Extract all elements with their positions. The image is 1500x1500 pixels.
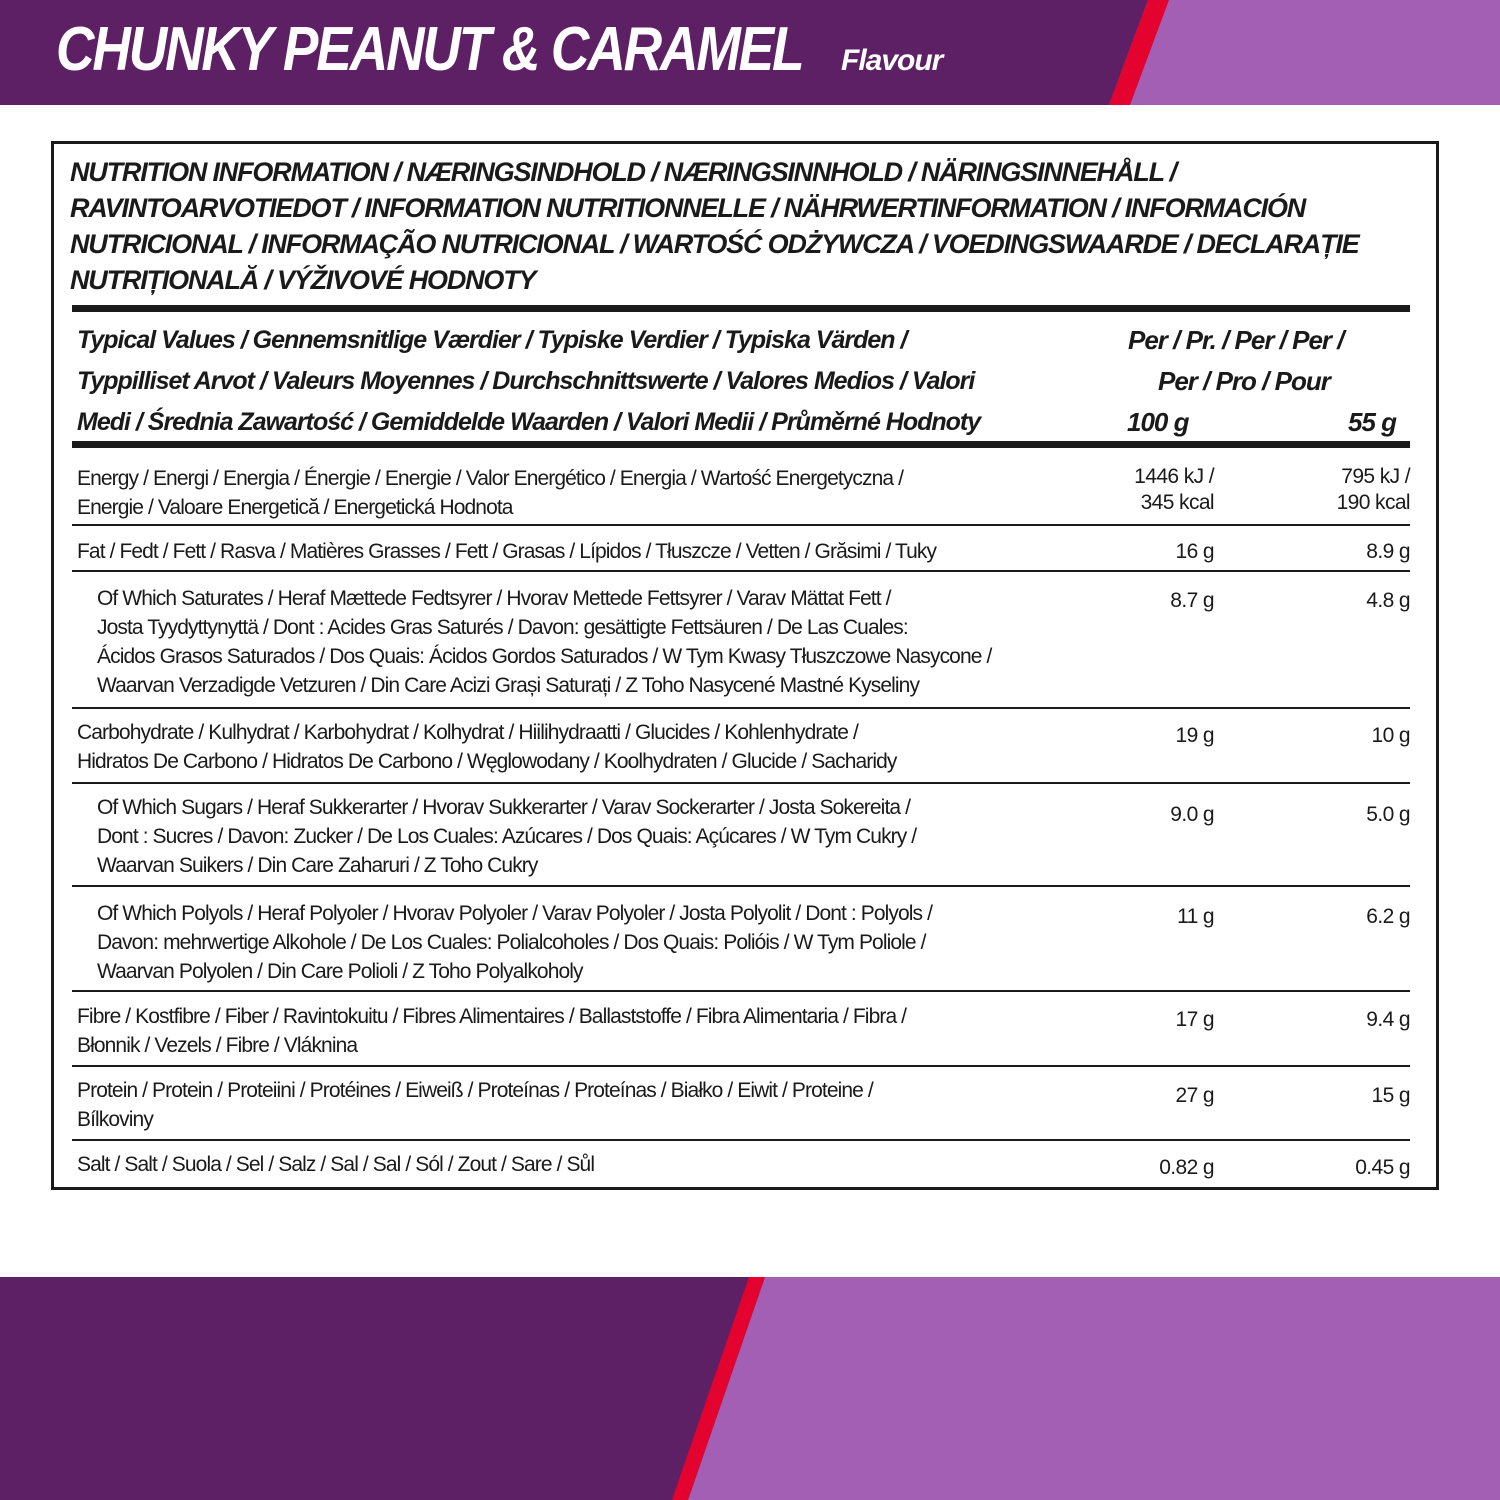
per-header-line2: Per / Pro / Pour [1158,366,1330,396]
product-title: CHUNKY PEANUT & CARAMEL [56,15,803,84]
row-label [77,464,903,522]
row-divider [72,707,1410,709]
value-line: 9.4 g [1366,1008,1410,1031]
nutrition-heading [70,154,1410,298]
value-per-55g [1372,1083,1410,1109]
value-per-100g [1176,1007,1214,1033]
row-label-line: Josta Tyydyttynyttä / Dont : Acides Gras Saturés / Davon: gesättigte Fettsäuren / De Las Cuales: [97,616,908,639]
heading-divider [72,305,1410,312]
row-label-line: Salt / Salt / Suola / Sel / Salz / Sal / Sal / Sól / Zout / Sare / Sůl [77,1153,595,1176]
value-line: 4.8 g [1366,589,1410,612]
row-label-line: Carbohydrate / Kulhydrat / Karbohydrat / Kolhydrat / Hiilihydraatti / Glucides / Kohlenhydrate / [77,721,858,744]
value-line: 19 g [1175,724,1214,747]
row-label [77,1002,906,1060]
row-divider [72,782,1410,784]
value-per-55g [1366,904,1410,930]
column-header-55g: 55 g [1348,407,1397,437]
row-divider [72,570,1410,572]
row-label-line: Energie / Valoare Energetică / Energetická Hodnota [77,496,513,519]
row-label [77,1150,594,1179]
flavour-subtitle: Flavour [841,44,943,77]
row-divider [72,1139,1410,1141]
row-label-line: Fat / Fedt / Fett / Rasva / Matières Grasses / Fett / Grasas / Lípidos / Tłuszcze / Vetten / Grăsimi / Tuky [77,540,937,563]
per-header-line1: Per / Pr. / Per / Per / [1128,325,1344,355]
header-banner [0,0,1500,105]
row-label-line: Energy / Energi / Energia / Énergie / Energie / Valor Energético / Energia / Wartość Energetyczna / [77,467,904,490]
row-divider [72,524,1410,526]
typical-values-line: Typpilliset Arvot / Valeurs Moyennes / Durchschnittswerte / Valores Medios / Valori [77,367,975,395]
heading-line: NUTRITION INFORMATION / NÆRINGSINDHOLD / NÆRINGSINNHOLD / NÄRINGSINNEHÅLL / [70,157,1176,187]
value-line: 9.0 g [1170,803,1214,826]
heading-line: NUTRIȚIONALĂ / VÝŽIVOVÉ HODNOTY [70,265,536,295]
value-line: 10 g [1371,724,1410,747]
column-header-100g: 100 g [1127,407,1189,437]
value-per-100g [1177,904,1214,930]
row-label-line: Dont : Sucres / Davon: Zucker / De Los Cuales: Azúcares / Dos Quais: Açúcares / W Tym Cukry / [97,825,917,848]
row-divider [72,885,1410,887]
value-per-55g [1355,1155,1410,1181]
value-line: 16 g [1175,540,1214,563]
value-line: 17 g [1175,1008,1214,1031]
value-line: 8.7 g [1170,589,1214,612]
value-per-55g [1366,1007,1410,1033]
row-label [77,718,897,776]
value-per-55g [1372,723,1410,749]
value-per-100g [1176,539,1214,565]
row-label-line: Waarvan Suikers / Din Care Zaharuri / Z Toho Cukry [97,854,538,877]
row-label-line: Hidratos De Carbono / Hidratos De Carbono / Węglowodany / Koolhydraten / Glucide / Sacharidy [77,750,897,773]
row-label [97,584,991,700]
product-title-group [56,14,943,85]
row-divider [72,1065,1410,1067]
row-label-line: Błonnik / Vezels / Fibre / Vláknina [77,1034,358,1057]
typical-values-label [77,320,1117,443]
row-divider [72,990,1410,992]
footer-band [0,1277,1500,1500]
value-line: 190 kcal [1336,491,1410,514]
row-label-line: Of Which Sugars / Heraf Sukkerarter / Hvorav Sukkerarter / Varav Sockerarter / Josta Sokereita / [97,796,911,819]
value-per-100g [1176,723,1214,749]
typical-values-line: Medi / Średnia Zawartość / Gemiddelde Waarden / Valori Medii / Průměrné Hodnoty [77,408,981,436]
nutrition-panel [51,141,1439,1190]
value-line: 0.45 g [1355,1156,1410,1179]
value-line: 11 g [1177,905,1214,928]
row-label [77,1076,873,1134]
row-label-line: Ácidos Grasos Saturados / Dos Quais: Ácidos Gordos Saturados / W Tym Kwasy Tłuszczowe Nasycone / [97,645,992,668]
row-label-line: Of Which Polyols / Heraf Polyoler / Hvorav Polyoler / Varav Polyoler / Josta Polyolit / Dont : Polyols / [97,902,933,925]
value-line: 6.2 g [1366,905,1410,928]
value-line: 27 g [1175,1084,1214,1107]
row-label-line: Of Which Saturates / Heraf Mættede Fedtsyrer / Hvorav Mettede Fettsyrer / Varav Mättat Fett / [97,587,891,610]
value-line: 1446 kJ / [1134,465,1214,488]
value-line: 0.82 g [1159,1156,1214,1179]
row-label-line: Davon: mehrwertige Alkohole / De Los Cuales: Polialcoholes / Dos Quais: Polióis / W Tym Poliole / [97,931,926,954]
value-per-100g [1159,1155,1214,1181]
row-label-line: Bílkoviny [77,1108,153,1131]
value-line: 5.0 g [1366,803,1410,826]
value-per-100g [1134,464,1214,516]
footer-background [0,1277,1500,1500]
value-per-55g [1366,802,1410,828]
value-per-55g [1366,588,1410,614]
row-label-line: Fibre / Kostfibre / Fiber / Ravintokuitu / Fibres Alimentaires / Ballaststoffe / Fibra Alimentaria / Fibra / [77,1005,907,1028]
value-per-100g [1170,588,1214,614]
value-line: 345 kcal [1140,491,1214,514]
row-label-line: Waarvan Polyolen / Din Care Polioli / Z Toho Polyalkoholy [97,960,583,983]
heading-line: RAVINTOARVOTIEDOT / INFORMATION NUTRITIONNELLE / NÄHRWERTINFORMATION / INFORMACIÓN [70,193,1306,223]
row-label [97,793,916,880]
row-label-line: Protein / Protein / Proteiini / Protéines / Eiweiß / Proteínas / Proteínas / Białko / Eiwit / Proteine / [77,1079,873,1102]
value-per-55g [1366,539,1410,565]
value-line: 15 g [1371,1084,1410,1107]
typical-values-line: Typical Values / Gennemsnitlige Værdier / Typiske Verdier / Typiska Värden / [77,326,907,354]
value-line: 8.9 g [1366,540,1410,563]
row-label [77,537,936,566]
value-line: 795 kJ / [1341,465,1410,488]
value-per-100g [1176,1083,1214,1109]
row-label [97,899,932,986]
column-header-divider [72,441,1410,448]
heading-line: NUTRICIONAL / INFORMAÇÃO NUTRICIONAL / WARTOŚĆ ODŻYWCZA / VOEDINGSWAARDE / DECLARAȚIE [70,229,1359,259]
value-per-55g [1337,464,1410,516]
row-label-line: Waarvan Verzadigde Vetzuren / Din Care Acizi Grași Saturați / Z Toho Nasycené Mastné Kyseliny [97,674,920,697]
value-per-100g [1170,802,1214,828]
